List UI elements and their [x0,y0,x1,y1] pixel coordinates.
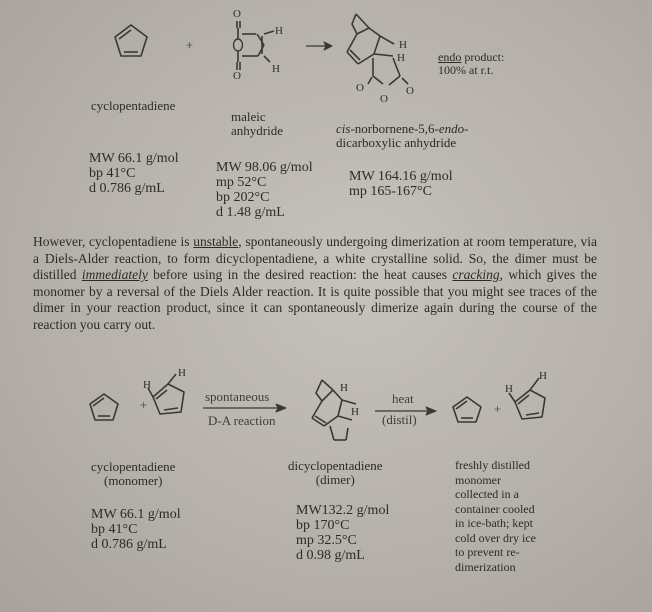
atom-o-2: O [380,93,388,105]
note-line: container cooled [455,501,535,516]
atom-o-top: O [233,8,241,20]
atom-h-6: H [178,367,186,379]
product-line2: dicarboxylic anhydride [336,135,457,150]
endo-note-rest: product: [461,50,505,64]
props-dicyclopentadiene [296,503,389,563]
prop-line: mp 52°C [216,175,267,190]
prop-line: bp 41°C [91,522,138,537]
para-text: before using in the desired reaction: the heat causes [147,267,453,282]
prop-line: bp 202°C [216,190,270,205]
para-text: However, cyclopentadiene is [33,234,194,249]
prop-line: MW 98.06 g/mol [216,160,313,175]
arrow2-top-label: heat [392,391,414,406]
atom-h-7: H [340,382,348,394]
prop-line: bp 170°C [296,518,350,533]
atom-h-5: H [143,379,151,391]
plus-sign-1: + [186,38,194,52]
maleic-line1: maleic [231,109,266,124]
arrow2-bottom-label: (distil) [382,412,417,427]
atom-h-8: H [351,406,359,418]
prop-line: mp 165-167°C [349,184,432,199]
label-line: cyclopentadiene [91,459,176,474]
prop-line: d 0.786 g/mL [89,181,165,196]
endo-word-2: endo [438,121,465,136]
endo-word: endo [438,50,462,64]
atom-o-1: O [356,82,364,94]
para-text: , spontaneously undergoing dimerization at room temperature, via a Diels-Alder reaction, to form dicyclopentadiene, a white crystalline solid. So, the dimer must be distilled [33,234,597,282]
cis-word: cis [336,121,351,136]
plus-sign-2: + [140,398,148,412]
word-unstable: unstable [193,234,239,249]
note-line: freshly distilled [455,458,530,472]
arrow1-bottom-label: D-A reaction [208,413,276,428]
arrow1-top-label: spontaneous [205,389,270,404]
prop-line: MW 66.1 g/mol [89,151,179,166]
atom-o-bottom: O [233,70,241,82]
prop-line: d 0.786 g/mL [91,537,167,552]
note-line: collected in a [455,487,519,501]
label-cyclopentadiene-monomer [91,460,175,488]
atom-h-2: H [272,63,280,75]
note-line: to prevent re- [455,545,520,559]
para-text: , which gives the monomer by a reversal of the Diels Alder reaction. It is quite possible that you might see traces of the dimer in your reaction product, since it can spontaneously dimerize again during the course of the reaction you carry out. [33,267,597,332]
label-line: dicyclopentadiene [288,458,383,473]
plus-sign-3: + [494,402,502,416]
atom-h-9: H [505,383,513,395]
prop-line: MW132.2 g/mol [296,503,390,518]
note-line: monomer [455,472,501,487]
props-cyclopentadiene-2 [91,507,181,552]
prop-line: mp 32.5°C [296,533,357,548]
endo-note-line2: 100% at r.t. [438,63,494,77]
prop-line: d 0.98 g/mL [296,548,365,563]
label-line: (monomer) [103,473,163,488]
label-cyclopentadiene-1: cyclopentadiene [91,98,176,113]
atom-h-10: H [539,370,547,382]
note-line: dimerization [455,559,516,574]
freshly-distilled-note [455,458,565,574]
prop-line: bp 41°C [89,166,136,181]
atom-h-1: H [275,25,283,37]
atom-o-3: O [406,85,414,97]
word-cracking: cracking [452,267,500,282]
atom-h-3: H [399,39,407,51]
prop-line: MW 164.16 g/mol [349,169,453,184]
prop-line: MW 66.1 g/mol [91,507,181,522]
note-line: cold over dry ice [455,530,536,545]
label-dicyclopentadiene [288,459,383,487]
word-immediately: immediately [81,267,148,282]
label-line: (dimer) [315,472,355,487]
note-line: in ice-bath; kept [455,516,533,530]
product-mid: -norbornene-5,6- [350,121,439,136]
atom-h-4: H [397,52,405,64]
product-end: - [464,121,469,136]
prop-line: d 1.48 g/mL [216,205,285,220]
maleic-line2: anhydride [231,123,283,138]
